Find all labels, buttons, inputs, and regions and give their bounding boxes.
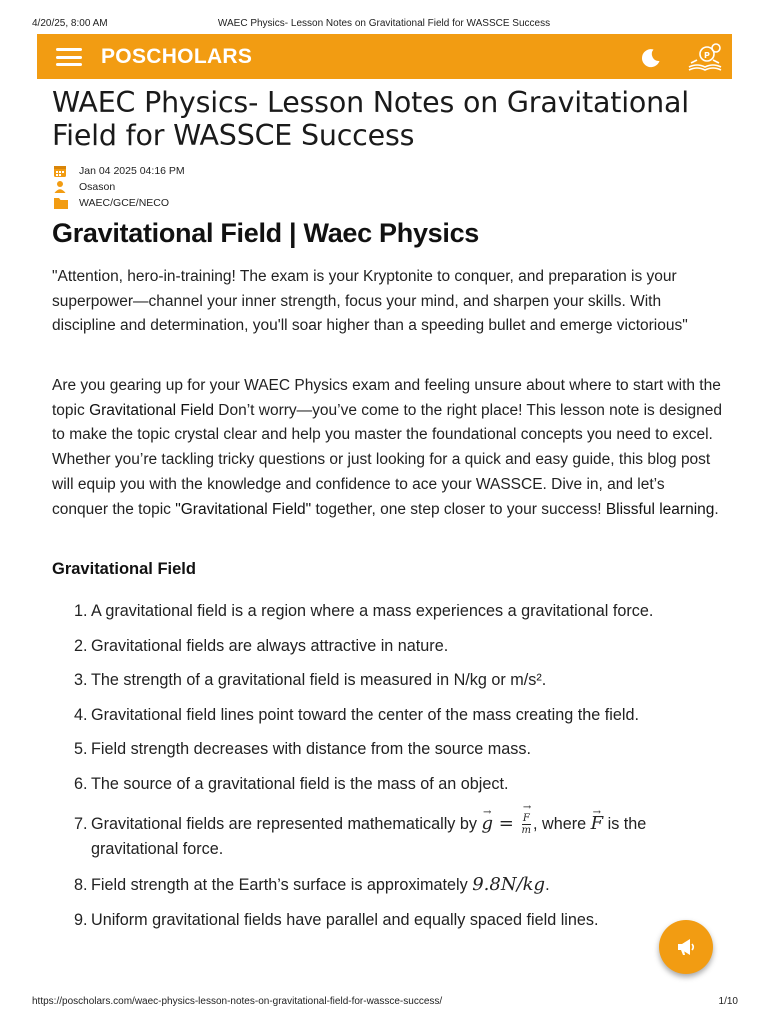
math-g-vector: → g [481,811,493,836]
page-number: 1/10 [718,996,738,1007]
list-item: 4. Gravitational field lines point toward the center of the mass creating the field. [74,706,639,724]
section-heading: Gravitational Field | Waec Physics [52,218,480,248]
print-doc-title: WAEC Physics- Lesson Notes on Gravitational Field for WASSCE Success [217,18,551,29]
list-item: 8. Field strength at the Earth’s surface is approximately 9.8N/kg. [74,874,550,895]
math-fraction: → $\frac{F}{m}$ [522,813,531,836]
list-item: 7. Gravitational fields are represented mathematically by → g = → $\frac{F}{m}$ , where → F is the gravitational force. [74,811,724,862]
post-category-text[interactable]: WAEC/GCE/NECO [79,197,170,209]
article-title: WAEC Physics- Lesson Notes on Gravitational Field for WASSCE Success [52,86,689,152]
list-item: 1. A gravitational field is a region where a mass experiences a gravitational force. [74,602,654,620]
menu-icon[interactable] [56,48,82,66]
math-value: 9.8N/kg [472,874,546,895]
list-item: 3. The strength of a gravitational field is measured in N/kg or m/s². [74,671,547,689]
announcement-button[interactable] [659,920,713,974]
megaphone-icon [675,936,697,958]
post-date-text: Jan 04 2025 04:16 PM [79,165,185,177]
math-f-vector: → F [591,811,604,836]
list-item: 5. Field strength decreases with distance from the source mass. [74,740,531,758]
top-navbar [37,34,732,79]
svg-text:P: P [704,51,710,60]
motivational-quote: "Attention, hero-in-training! The exam is your Kryptonite to conquer, and preparation is your superpower—channel your inner strength, focus your mind, and sharpen your skills. With discipline and determination, you'll soar higher than a speeding bullet and emerge victorious" [52,268,688,335]
list-item: 2. Gravitational fields are always attractive in nature. [74,637,449,655]
user-icon [53,180,67,194]
gravitational-field-link[interactable]: Gravitational Field [89,401,214,419]
list-heading: Gravitational Field [52,560,196,578]
intro-paragraph: Are you gearing up for your WAEC Physics exam and feeling unsure about where to start with the topic Gravitational Field Don’t worry—you’ve come to the right place! This lesson note is designed to make the topic crystal clear and help you master the foundational concepts you need to excel. Whether you’re tackling tricky questions or just looking for a quick and easy guide, this blog post will equip you with the knowledge and confidence to ace your WASSCE. Dive in, and let’s conquer the topic "Gravitational Field" together, one step closer to your success! Blissful learning. [52,377,723,518]
moon-icon[interactable] [639,46,663,70]
print-url: https://poscholars.com/waec-physics-lesson-notes-on-gravitational-field-for-wassce-success/ [32,996,443,1007]
blissful-learning-link[interactable]: Blissful learning [605,500,715,518]
calendar-icon [53,164,67,178]
brand-name[interactable]: POSCHOLARS [101,45,253,68]
print-datetime: 4/20/25, 8:00 AM [32,18,108,29]
list-item: 6. The source of a gravitational field is the mass of an object. [74,775,509,793]
print-footer [0,994,768,1010]
site-logo-icon[interactable] [685,39,725,75]
print-header [0,0,768,34]
topic-link[interactable]: "Gravitational Field" [175,500,312,518]
folder-icon [53,196,69,210]
list-item: 9. Uniform gravitational fields have parallel and equally spaced field lines. [74,911,599,929]
post-author-text[interactable]: Osason [79,181,116,193]
